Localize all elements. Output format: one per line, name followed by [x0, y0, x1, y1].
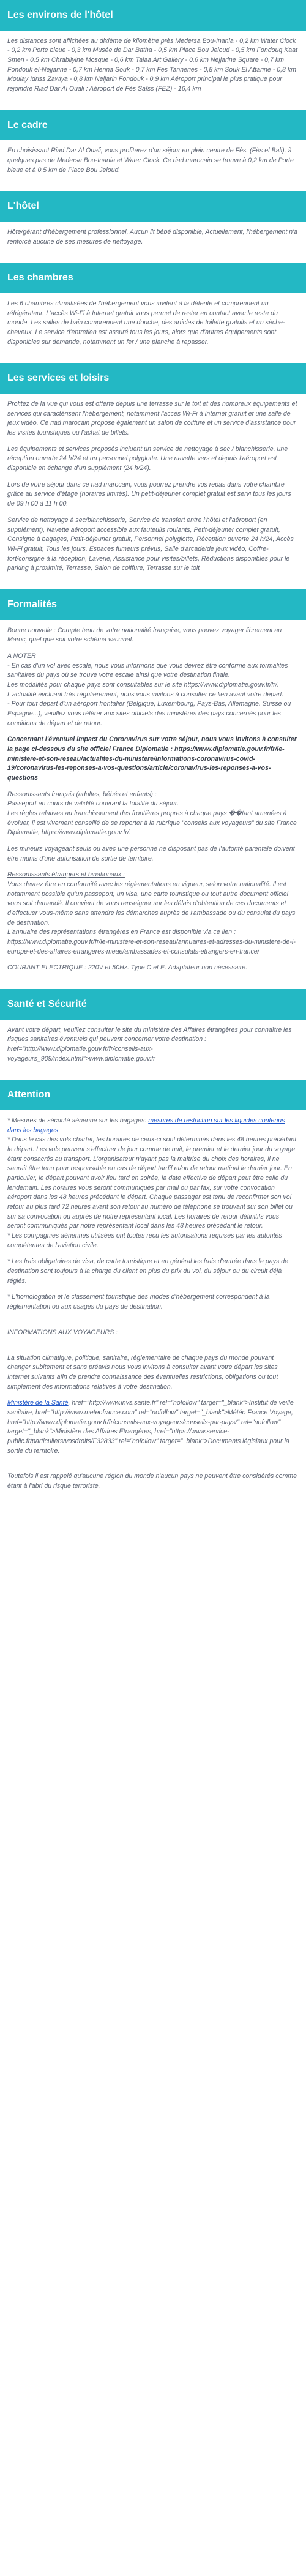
- section-formalites: [0, 620, 306, 982]
- chambres-text: Les 6 chambres climatisées de l'hébergement vous invitent à la détente et comprennent un réfrigérateur. L'accès Wi-Fi à Internet gratuit vous permet de rester en contact avec le reste du monde. Les salles de bain comprennent une douche, des articles de toilette gratuits et un sèche-cheveux. Le service d'entretien est assuré tous les jours, alors que d'autres équipements sont disponibles sur demande, notamment un fer / une planche à repasser.: [7, 300, 285, 346]
- sante-text: Avant votre départ, veuillez consulter le site du ministère des Affaires étrangères pour connaître les risques sanitaires éventuels qui peuvent concerner votre destination : href="http://www.diplomatie.gouv.fr/fr/conseils-aux-voyageurs_909/index.html">www.diplomatie.gouv.fr: [7, 1026, 292, 1062]
- formalites-ressortissants: [7, 790, 299, 838]
- section-attention: [0, 1110, 306, 1500]
- note-label: A NOTER: [7, 652, 36, 660]
- links-paragraph: [7, 1398, 299, 1456]
- formalites-etrangers: [7, 870, 299, 957]
- etrangers-title: Ressortissants étrangers et binationaux :: [7, 871, 125, 879]
- services-paragraph: Service de nettoyage à sec/blanchisserie, Service de transfert entre l'hôtel et l'aéroport (en supplément), Navette aéroport accessible aux fauteuils roulants, Petit-déjeuner complet gratuit, Consigne à bagages, Petit-déjeuner gratuit, Personnel polyglotte, Réception ouverte 24 h/24, Accès Wi-Fi gratuit, Tous les jours, Espaces fumeurs prévus, Salle d'arcade/de jeux vidéo, Coffre-fort/consigne à la réception, Laverie, Assistance pour visites/billets, Réductions disponibles pour le parking à proximité, Terrasse, Salon de coiffure, Terrasse sur le toit: [7, 516, 294, 572]
- ministere-sante-link[interactable]: Ministère de la Santé: [7, 1399, 69, 1407]
- note-line: Les modalités pour chaque pays sont consultables sur le site https://www.diplomatie.gouv.fr/fr/. L'actualité évoluant très régulièrement, nous vous invitons à consulter ce lien avant votre départ.: [7, 681, 284, 698]
- environs-text: Les distances sont affichées au dixième de kilomètre près Medersa Bou-Inania - 0,2 km Water Clock - 0,2 km Porte bleue - 0,3 km Musée de Dar Batha - 0,5 km Place Bou Jeloud - 0,5 km Fondouq Kaat Smen - 0,5 km Chrabliyine Mosque - 0,6 km Talaa Art Gallery - 0,6 km Nejjarine Square - 0,7 km Fondouk el-Nejjarine - 0,7 km Henna Souk - 0,7 km Fes Tanneries - 0,8 km Souk El Attarine - 0,8 km Moulay Idriss Zawiya - 0,8 km Neljarin Fondouk - 0,9 km Aéroport principal le plus pratique pour rejoindre Riad Dar Al Ouali : Aéroport de Fès Saïss (FEZ) - 16,4 km: [7, 37, 298, 93]
- bullet-text: * Les compagnies aériennes utilisées ont toutes reçu les autorisations requises par les autorités compétentes de l'aviation civile.: [7, 1232, 282, 1249]
- section-title-sante: Santé et Sécurité: [0, 989, 306, 1020]
- services-paragraph: Lors de votre séjour dans ce riad marocain, vous pourrez prendre vos repas dans votre chambre grâce au service d'étage (horaires limités). Un petit-déjeuner complet gratuit est servi tous les jours de 09 h 00 à 11 h 00.: [7, 480, 291, 508]
- ressortissants-line: Les règles relatives au franchissement des frontières propres à chaque pays ��tant amenées à évoluer, il est vivement conseillé de se reporter à la rubrique "conseils aux voyageurs" du site France Diplomatie, https://www.diplomatie.gouv.fr/.: [7, 809, 297, 837]
- final-text: Toutefois il est rappelé qu'aucune région du monde n'aucun pays ne peuvent être considérés comme étant à l'abri du risque terroriste.: [7, 1473, 297, 1490]
- section-title-formalites: Formalités: [0, 589, 306, 620]
- services-paragraph: Les équipements et services proposés incluent un service de nettoyage à sec / blanchisserie, une réception ouverte 24 h/24 et un personnel polyglotte. Une navette vers et depuis l'aéroport est disponible en échange d'un supplément (24 h/24).: [7, 445, 288, 472]
- section-sante: [0, 1020, 306, 1073]
- section-services: [0, 394, 306, 582]
- section-title-cadre: Le cadre: [0, 110, 306, 141]
- bullet-prefix: * Mesures de sécurité aérienne sur les bagages:: [7, 1117, 149, 1125]
- hotel-text: Hôte/gérant d'hébergement professionnel, Aucun lit bébé disponible, Actuellement, l'hébergement n'a renforcé aucune de ses mesures de nettoyage.: [7, 228, 298, 245]
- cadre-text: En choisissant Riad Dar Al Ouali, vous profiterez d'un séjour en plein centre de Fès. (Fès el Bali), à quelques pas de Medersa Bou-Inania et Water Clock. Ce riad marocain se trouve à 0,2 km de Porte bleue et à 0,5 km de Place Bou Jeloud.: [7, 147, 294, 174]
- ressortissants-line: Passeport en cours de validité couvrant la totalité du séjour.: [7, 800, 179, 808]
- situation-text: La situation climatique, politique, sanitaire, réglementaire de chaque pays du monde pouvant changer subitement et sans préavis nous vous invitons à consulter avant votre départ les sites Internet suivants afin de prendre connaissance des éventuelles restrictions, obligations ou tout simplement des informations relatives à votre destination.: [7, 1354, 278, 1391]
- note-line: - En cas d'un vol avec escale, nous vous informons que vous devrez être conforme aux formalités sanitaires du pays où se trouve votre escale ainsi que votre destination finale.: [7, 662, 288, 679]
- services-paragraph: Profitez de la vue qui vous est offerte depuis une terrasse sur le toit et des nombreux équipements et services qui caractérisent l'hébergement, notamment l'accès Wi-Fi à Internet gratuit et une salle de jeux vidéo. Ce riad marocain propose également un salon de coiffure et un service d'assistance pour les visites touristiques ou l'achat de billets.: [7, 400, 297, 437]
- section-cadre: [0, 140, 306, 184]
- note-line: - Pour tout départ d'un aéroport frontalier (Belgique, Luxembourg, Pays-Bas, Allemagne, Suisse ou Espagne...), veuillez vous référer aux sites officiels des ministères des pays concernés pour les conditions de départ et de retour.: [7, 700, 291, 727]
- section-environs: [0, 31, 306, 103]
- section-title-hotel: L'hôtel: [0, 191, 306, 222]
- section-title-services: Les services et loisirs: [0, 363, 306, 394]
- ressortissants-title: Ressortissants français (adultes, bébés et enfants) :: [7, 790, 157, 798]
- formalites-mineurs: Les mineurs voyageant seuls ou avec une personne ne disposant pas de l'autorité parentale doivent être munis d'une autorisation de sortie de territoire.: [7, 845, 295, 862]
- info-heading: INFORMATIONS AUX VOYAGEURS :: [7, 1328, 118, 1336]
- bullet-text: * Dans le cas des vols charter, les horaires de ceux-ci sont déterminés dans les 48 heures précédant le départ. Les vols peuvent s'effectuer de jour comme de nuit, le premier et le dernier jour du voyage étant consacrés au transport. L'organisateur n'ayant pas la maîtrise du choix des horaires, il ne saurait être tenu pour responsable en cas de départ tardif et/ou de retour matinal le dernier jour. En particulier, le départ pouvant avoir lieu tard en soirée, la date effective de départ peut être celle du lendemain. Les horaires vous seront communiqués par mail ou par fax, sur votre convocation aéroport dans les 48 heures précédant le départ. Chaque passager est tenu de reconfirmer son vol retour au plus tard 72 heures avant son retour au numéro de téléphone se trouvant sur son billet ou sur sa convocation ou auprès de notre représentant local. Les horaires de retour définitifs vous seront communiqués par notre représentant local dans les 48 heures précédant le retour.: [7, 1136, 297, 1230]
- attention-bullet: [7, 1116, 299, 1250]
- section-title-attention: Attention: [0, 1080, 306, 1110]
- formalites-welcome: Bonne nouvelle : Compte tenu de votre nationalité française, vous pouvez voyager librement au Maroc, quel que soit votre schéma vaccinal.: [7, 626, 282, 644]
- section-title-environs: Les environs de l'hôtel: [0, 0, 306, 31]
- attention-bullet: * L'homologation et le classement touristique des modes d'hébergement correspondent à la réglementation ou aux usages du pays de destination.: [7, 1293, 270, 1311]
- etrangers-line: Vous devrez être en conformité avec les réglementations en vigueur, selon votre nationalité. Il est notamment possible qu'un passeport, un visa, une carte touristique ou tout autre document officiel vous soit demandé. Il convient de vous renseigner sur les délais d'obtention de ces documents et d'effectuer vous-même sans attendre les démarches auprès de l'ambassade ou du consulat du pays de destination.: [7, 880, 296, 927]
- links-rest: , href="http://www.invs.sante.fr" rel="nofollow" target="_blank">Institut de veille sanitaire, href="http://www.meteofrance.com" rel="nofollow" target="_blank">Météo France Voyage, href="http://www.diplomatie.gouv.fr/fr/conseils-aux-voyageurs/conseils-par-pays/" rel="nofollow" target="_blank">Ministère des Affaires Etrangères, href="https://www.service-public.fr/particuliers/vosdroits/F32833" rel="nofollow" target="_blank">Documents législaux pour la sortie du territoire.: [7, 1399, 294, 1455]
- formalites-courant: COURANT ELECTRIQUE : 220V et 50Hz. Type C et E. Adaptateur non nécessaire.: [7, 964, 248, 972]
- formalites-covid: Concernant l'éventuel impact du Coronavirus sur votre séjour, nous vous invitons à consulter la page ci-dessous du site officiel France Diplomatie : https://www.diplomatie.gouv.fr/fr/le-ministere-et-son-reseau/actualites-du-ministere/informations-coronavirus-covid-19/coronavirus-les-reponses-a-vos-questions/article/coronavirus-les-reponses-a-vos-questions: [7, 736, 297, 782]
- section-title-chambres: Les chambres: [0, 263, 306, 293]
- liquids-restriction-link[interactable]: mesures de restriction sur les liquides contenus dans les bagages: [7, 1117, 285, 1134]
- etrangers-line: L'annuaire des représentations étrangères en France est disponible via ce lien : https://www.diplomatie.gouv.fr/fr/le-ministere-et-son-reseau/annuaires-et-adresses-du-ministere-de-l-europe-et-des-affaires-etrangeres-meae/ambassades-et-consulats-etrangers-en-france/: [7, 928, 296, 955]
- section-chambres: [0, 293, 306, 356]
- section-hotel: [0, 222, 306, 255]
- formalites-note: [7, 652, 299, 728]
- attention-bullet: * Les frais obligatoires de visa, de carte touristique et en général les frais d'entrée dans le pays de destination sont toujours à la charge du client en plus du prix du vol, du séjour ou du circuit déjà réglés.: [7, 1258, 288, 1285]
